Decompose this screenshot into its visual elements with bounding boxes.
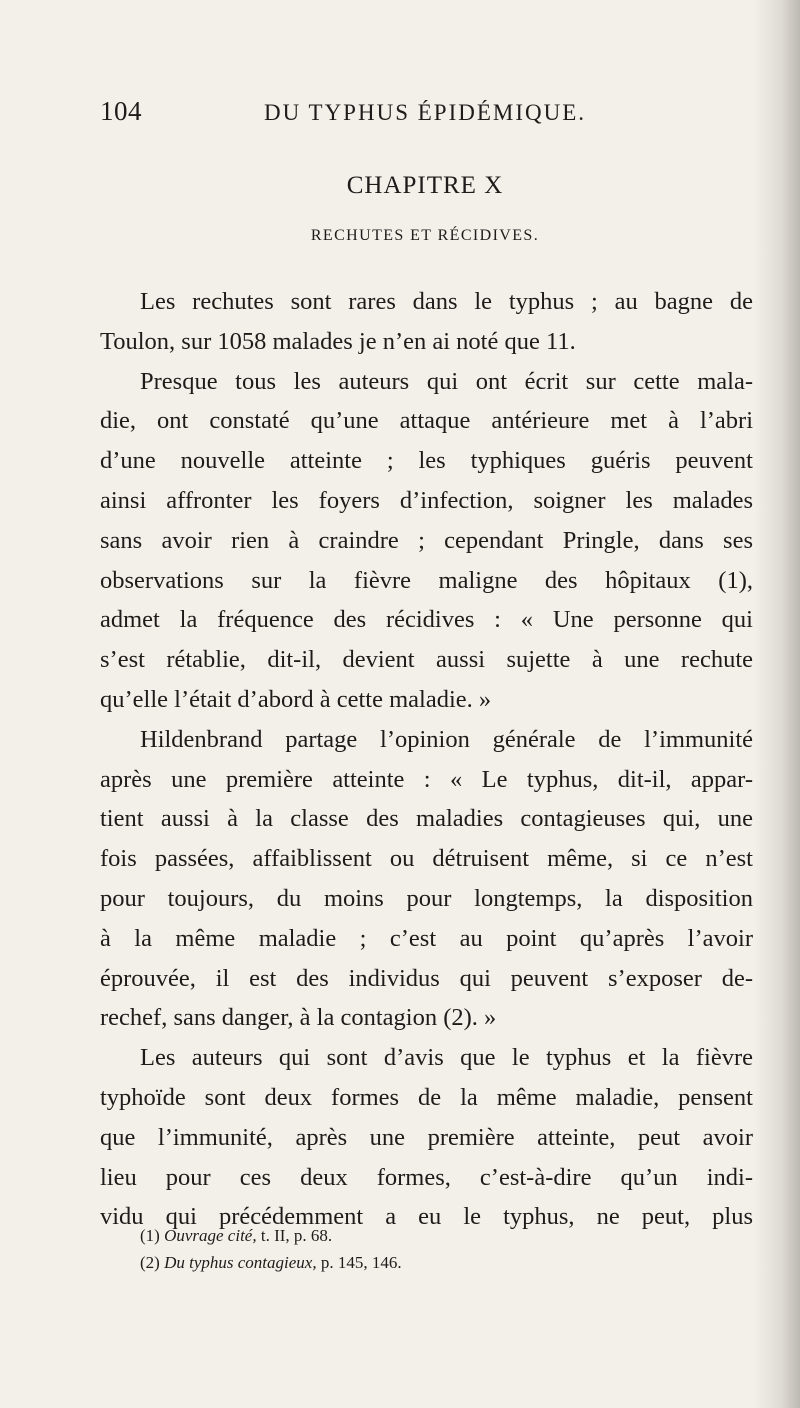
text-line: Presque tous les auteurs qui ont écrit sur cette mala- xyxy=(140,367,753,395)
footnote-title: Du typhus contagieux, xyxy=(164,1253,317,1272)
chapter-title: CHAPITRE X xyxy=(346,172,504,199)
text-line: rechef, sans danger, à la contagion (2). » xyxy=(100,1004,497,1032)
page-number: 104 xyxy=(100,96,142,126)
text-line: observations sur la fièvre maligne des hôpitaux (1), xyxy=(100,566,753,594)
footnote xyxy=(140,1249,740,1276)
footnote xyxy=(140,1222,740,1249)
footnote-reference: t. II, p. 68. xyxy=(260,1226,333,1245)
text-line: tient aussi à la classe des maladies contagieuses qui, une xyxy=(100,805,753,833)
text-line: pour toujours, du moins pour longtemps, la disposition xyxy=(100,884,753,912)
text-line: fois passées, affaiblissent ou détruisent même, si ce n’est xyxy=(100,845,753,873)
body-text xyxy=(100,282,753,1237)
text-line: Hildenbrand partage l’opinion générale de l’immunité xyxy=(140,725,753,753)
running-head: DU TYPHUS ÉPIDÉMIQUE. xyxy=(263,100,587,125)
text-line: à la même maladie ; c’est au point qu’après l’avoir xyxy=(100,924,753,952)
text-line: d’une nouvelle atteinte ; les typhiques guéris peuvent xyxy=(100,447,753,475)
text-line: sans avoir rien à craindre ; cependant Pringle, dans ses xyxy=(100,526,753,554)
text-line: typhoïde sont deux formes de la même maladie, pensent xyxy=(100,1083,753,1111)
text-line: vidu qui précédemment a eu le typhus, ne peut, plus xyxy=(100,1203,753,1231)
text-line: que l’immunité, après une première atteinte, peut avoir xyxy=(100,1123,753,1151)
text-line: lieu pour ces deux formes, c’est-à-dire qu’un indi- xyxy=(100,1163,753,1191)
footnote-number: (1) xyxy=(140,1226,160,1245)
text-line: après une première atteinte : « Le typhus, dit-il, appar- xyxy=(100,765,753,793)
text-line: qu’elle l’était d’abord à cette maladie. » xyxy=(100,685,492,713)
footnote-number: (2) xyxy=(140,1253,160,1272)
text-line: s’est rétablie, dit-il, devient aussi sujette à une rechute xyxy=(100,646,753,674)
text-line: éprouvée, il est des individus qui peuvent s’exposer de- xyxy=(100,964,753,992)
text-line: Toulon, sur 1058 malades je n’en ai noté que 11. xyxy=(100,327,576,355)
text-line: Les rechutes sont rares dans le typhus ; au bagne de xyxy=(140,288,753,315)
text-line: Les auteurs qui sont d’avis que le typhus et la fièvre xyxy=(140,1044,753,1072)
text-line: die, ont constaté qu’une attaque antérieure met à l’abri xyxy=(100,407,753,435)
chapter-subtitle: RECHUTES ET RÉCIDIVES. xyxy=(310,227,540,244)
text-line: admet la fréquence des récidives : « Une personne qui xyxy=(100,606,753,634)
footnote-title: Ouvrage cité, xyxy=(164,1226,257,1245)
page-edge-shadow xyxy=(754,0,800,1408)
page-header xyxy=(100,96,750,136)
footnote-reference: p. 145, 146. xyxy=(320,1253,402,1272)
footnotes xyxy=(140,1222,740,1276)
text-line: ainsi affronter les foyers d’infection, soigner les malades xyxy=(100,486,753,514)
